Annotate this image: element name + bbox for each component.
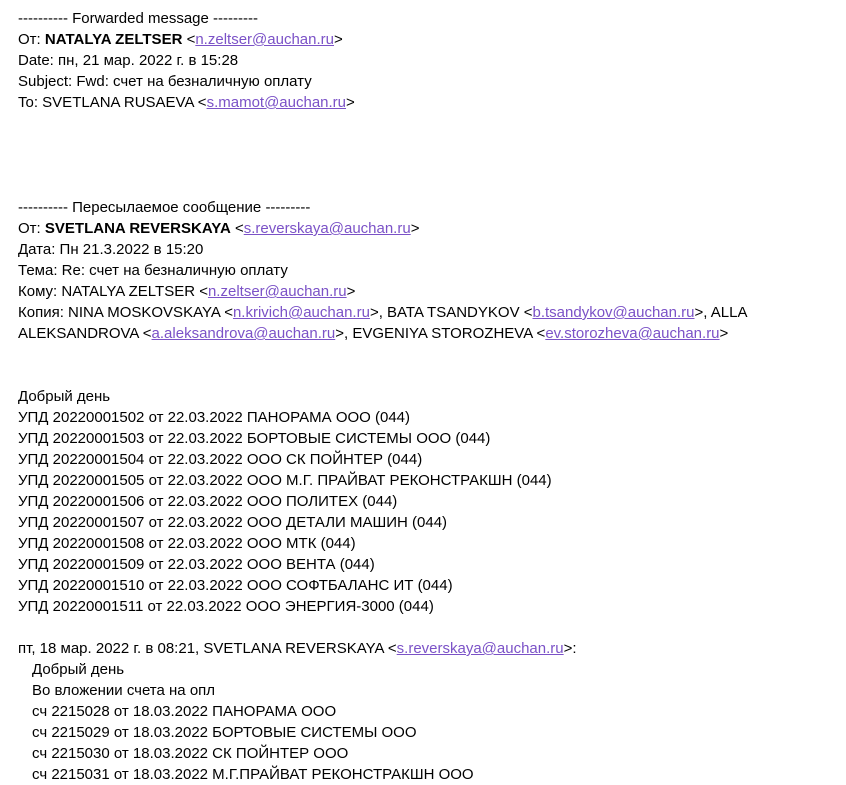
document-list-item: УПД 20220001503 от 22.03.2022 БОРТОВЫЕ СИСТЕМЫ ООО (044)	[18, 430, 491, 447]
document-list-item: УПД 20220001504 от 22.03.2022 ООО СК ПОЙНТЕР (044)	[18, 451, 423, 468]
document-list-item: УПД 20220001507 от 22.03.2022 ООО ДЕТАЛИ МАШИН (044)	[18, 514, 448, 531]
forward2-from-line	[18, 218, 830, 239]
forward1-to-label: To: SVETLANA RUSAEVA <	[18, 94, 207, 111]
document-list-item: УПД 20220001509 от 22.03.2022 ООО ВЕНТА (044)	[18, 556, 375, 573]
forward2-cc-mid-3: >, EVGENIYA STOROZHEVA <	[335, 325, 546, 342]
forward2-from-open: <	[230, 220, 244, 237]
quoted-line: Добрый день	[32, 661, 125, 678]
forward1-to-email-link[interactable]: s.mamot@auchan.ru	[206, 94, 347, 111]
forward1-from-name: NATALYA ZELTSER	[44, 31, 183, 48]
forward2-cc-mid-1: >, BATA TSANDYKOV <	[369, 304, 533, 321]
forward2-cc-wrap-open: <	[142, 325, 152, 342]
forward1-subject-line: Subject: Fwd: счет на безналичную оплату	[18, 73, 312, 90]
forward2-from-close: >	[410, 220, 420, 237]
forward2-cc-email-link-2[interactable]: b.tsandykov@auchan.ru	[532, 304, 695, 321]
forward2-from-label: От:	[18, 220, 41, 237]
spacer-1	[18, 113, 830, 197]
document-list-item: УПД 20220001505 от 22.03.2022 ООО М.Г. ПРАЙВАТ РЕКОНСТРАКШН (044)	[18, 472, 552, 489]
quoted-line: сч 2215030 от 18.03.2022 СК ПОЙНТЕР ООО	[32, 745, 349, 762]
spacer-2	[18, 344, 830, 386]
forward1-date-line: Date: пн, 21 мар. 2022 г. в 15:28	[18, 52, 239, 69]
quote-attribution-email-link[interactable]: s.reverskaya@auchan.ru	[396, 640, 564, 657]
forward1-to-line	[18, 92, 830, 113]
forward2-to-email-link[interactable]: n.zeltser@auchan.ru	[207, 283, 347, 300]
forward2-cc-email-link-1[interactable]: n.krivich@auchan.ru	[232, 304, 370, 321]
forward2-date-line: Дата: Пн 21.3.2022 в 15:20	[18, 241, 204, 258]
forward2-cc-line	[18, 302, 830, 344]
forward2-to-line	[18, 281, 830, 302]
forward1-from-email-link[interactable]: n.zeltser@auchan.ru	[195, 31, 334, 48]
forward1-from-label: От:	[18, 31, 41, 48]
quoted-line: сч 2215031 от 18.03.2022 М.Г.ПРАЙВАТ РЕКОНСТРАКШН ООО	[32, 766, 474, 783]
body-greeting: Добрый день	[18, 388, 111, 405]
document-list-item: УПД 20220001506 от 22.03.2022 ООО ПОЛИТЕХ (044)	[18, 493, 398, 510]
forward2-to-label: Кому: NATALYA ZELTSER <	[18, 283, 208, 300]
spacer-3	[18, 617, 830, 638]
document-list-item: УПД 20220001502 от 22.03.2022 ПАНОРАМА ООО (044)	[18, 409, 411, 426]
document-list-item: УПД 20220001511 от 22.03.2022 ООО ЭНЕРГИЯ-3000 (044)	[18, 598, 434, 615]
forward2-cc-label: Копия: NINA MOSKOVSKAYA <	[18, 304, 233, 321]
forward2-from-email-link[interactable]: s.reverskaya@auchan.ru	[243, 220, 411, 237]
document-list	[18, 407, 830, 617]
forward1-from-open: <	[182, 31, 196, 48]
quoted-line: сч 2215028 от 18.03.2022 ПАНОРАМА ООО	[32, 703, 337, 720]
quoted-block	[18, 659, 830, 785]
forward2-cc-email-link-3[interactable]: a.aleksandrova@auchan.ru	[151, 325, 336, 342]
forward2-subject-line: Тема: Re: счет на безналичную оплату	[18, 262, 288, 279]
forward1-from-close: >	[333, 31, 343, 48]
forward2-cc-email-link-4[interactable]: ev.storozheva@auchan.ru	[545, 325, 720, 342]
quoted-line: Во вложении счета на опл	[32, 682, 216, 699]
quote-attribution	[18, 638, 830, 659]
forwarded-message-separator-1: ---------- Forwarded message ---------	[18, 10, 258, 27]
forward1-to-close: >	[346, 94, 355, 111]
quote-attribution-suffix: >:	[563, 640, 577, 657]
forward2-cc-mid-2: >, ALLA ALEKSANDROVA	[18, 304, 750, 342]
document-list-item: УПД 20220001510 от 22.03.2022 ООО СОФТБАЛАНС ИТ (044)	[18, 577, 453, 594]
document-list-item: УПД 20220001508 от 22.03.2022 ООО МТК (044)	[18, 535, 356, 552]
forward1-from-line	[18, 29, 830, 50]
quoted-line: сч 2215029 от 18.03.2022 БОРТОВЫЕ СИСТЕМЫ ООО	[32, 724, 417, 741]
forward2-cc-close: >	[719, 325, 729, 342]
quote-attribution-prefix: пт, 18 мар. 2022 г. в 08:21, SVETLANA REVERSKAYA <	[18, 640, 397, 657]
forward2-to-close: >	[346, 283, 356, 300]
forward2-from-name: SVETLANA REVERSKAYA	[44, 220, 231, 237]
forwarded-message-separator-2: ---------- Пересылаемое сообщение ---------	[18, 199, 311, 216]
